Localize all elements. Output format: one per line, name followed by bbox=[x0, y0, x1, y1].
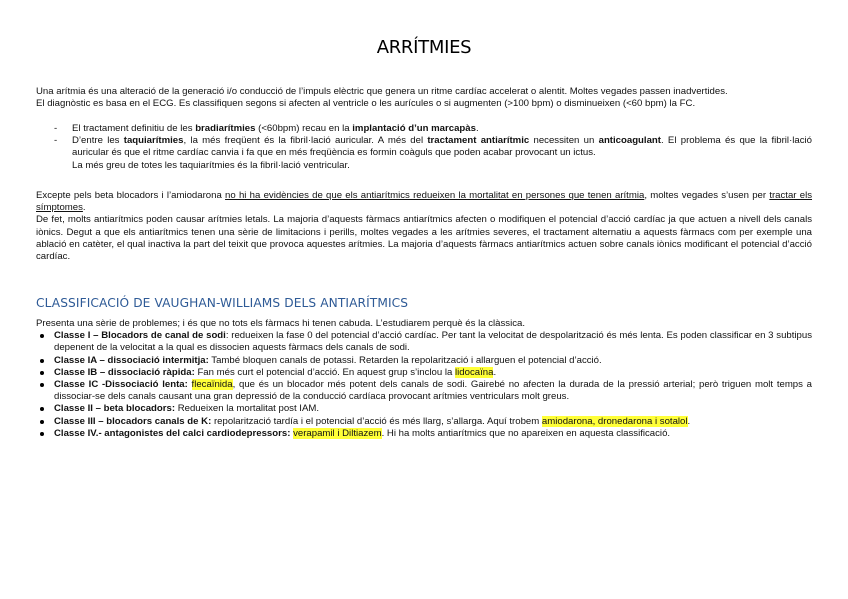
list-item-class-ii bbox=[36, 403, 812, 415]
bold-term: bradiarítmies bbox=[195, 123, 256, 134]
text-run: D’entre les bbox=[72, 135, 124, 147]
text-run: , que és un blocador més potent dels canals de sodi. Gairebé no afecten la durada de la pressió arterial; però triguen molt temps a dissociar-se dels canals causant una gran depressió de la conducció cardíaca provocant arítmies ventriculars molt greus. bbox=[54, 379, 812, 403]
text-run: repolarització tardía i el potencial d’acció és més llarg, s’allarga. Aquí trobem bbox=[211, 415, 542, 427]
class-label: Classe III – blocadors canals de K: bbox=[54, 415, 212, 427]
highlighted-drug: verapamil i Diltiazem bbox=[293, 427, 382, 439]
highlighted-drug: amiodarona, dronedarona i sotalol bbox=[541, 415, 688, 427]
text-run bbox=[188, 379, 192, 390]
highlighted-drug: flecaïnida bbox=[191, 379, 233, 391]
text-run: , la més freqüent és la fibril·lació auricular. A més del bbox=[183, 135, 428, 147]
text-run: El tractament definitiu de les bbox=[72, 123, 196, 134]
text-run: (<60bpm) recau en la bbox=[255, 123, 353, 134]
list-item-class-iv bbox=[36, 428, 812, 440]
intro-paragraph bbox=[36, 86, 812, 110]
class-label: Classe IB – dissociació ràpida: bbox=[54, 366, 195, 378]
class-label: Classe IV.- antagonistes del calci cardiodepressors: bbox=[54, 427, 291, 439]
text-run: . bbox=[82, 202, 86, 214]
list-item-class-ia bbox=[36, 355, 812, 367]
class-label: Classe II – beta blocadors: bbox=[54, 403, 176, 415]
text-run: Redueixen la mortalitat post IAM. bbox=[175, 403, 320, 415]
bold-term: taquiarítmies bbox=[123, 135, 184, 147]
text-run: . El problema és que la fibril·lació auricular és que el ritme cardíac canvia i fa que en més freqüència es formin coàguls que poden acabar provocant un ictus. bbox=[72, 135, 812, 159]
class-label: Classe IC -Dissociació lenta: bbox=[54, 379, 188, 391]
text-run: . bbox=[493, 366, 497, 378]
list-item-class-ib bbox=[36, 367, 812, 379]
highlighted-drug: lidocaïna bbox=[455, 366, 494, 378]
intro-line-1: Una arítmia és una alteració de la generació i/o conducció de l’impuls elèctric que genera un ritme cardíac accelerat o alentit. Moltes vegades passen inadvertides. bbox=[36, 86, 728, 97]
treatment-list bbox=[36, 123, 812, 172]
text-run: necessiten un bbox=[529, 135, 599, 147]
paragraph bbox=[36, 190, 812, 263]
text-run: La més greu de totes les taquiarítmies és la fibril·lació ventricular. bbox=[72, 159, 350, 171]
underlined-text: tractar els símptomes bbox=[36, 190, 813, 214]
text-run: : redueixen la fase 0 del potencial d’acció cardíac. Per tant la velocitat de despolarització és més lenta. Es poden classificar en 3 subtipus depenent de la velocitat a la qual es dissocien aquests fàrmacs dels canals de sodi. bbox=[54, 330, 813, 354]
list-item-class-ic bbox=[36, 379, 812, 403]
page-title: ARRÍTMIES bbox=[376, 37, 472, 58]
list-item-class-i bbox=[36, 330, 812, 354]
list-item-class-iii bbox=[36, 416, 812, 428]
text-run: . Hi ha molts antiarítmics que no apareixen en aquesta classificació. bbox=[381, 427, 671, 439]
class-label: Classe I – Blocadors de canal de sodi bbox=[54, 330, 226, 342]
text-run: Fan més curt el potencial d’acció. En aquest grup s’inclou la bbox=[194, 366, 456, 378]
underlined-text: no hi ha evidències de que els antiarítmics redueixen la mortalitat en persones que tenen arítmia bbox=[225, 190, 645, 201]
text-run: . bbox=[687, 415, 691, 427]
section-intro: Presenta una sèrie de problemes; i és que no tots els fàrmacs hi tenen cabuda. L’estudiarem perquè és la clàssica. bbox=[36, 318, 526, 329]
text-run: També bloquen canals de potassi. Retarden la repolarització i allarguen el potencial d’acció. bbox=[208, 354, 602, 366]
text-run: . bbox=[475, 123, 479, 134]
bold-term: implantació d’un marcapàs bbox=[352, 123, 476, 134]
antiarrhythmic-paragraph bbox=[36, 190, 812, 263]
text-run: , moltes vegades s’usen per bbox=[644, 190, 770, 201]
intro-line-2: El diagnòstic es basa en el ECG. Es classifiquen segons si afecten al ventricle o les aurícules o si augmenten (>100 bpm) o disminueixen (<60 bpm) la FC. bbox=[36, 98, 696, 110]
text-run: De fet, molts antiarítmics poden causar arítmies letals. La majoria d’aquests fàrmacs antiarítmics afecten o modifiquen el potencial d’acció cardíac ja que actuen a nivell dels canals iònics. Degut a que els antiarítmics tenen una sèrie de limitacions i perills, moltes vegades a les arítmies severes, el tractament alternatiu a aquests fàrmacs com per exemple una ablació en catèter, el qual inactiva la part del teixit que provoca aquestes arítmies. La majoria d’aquests fàrmacs antiarítmics actuen sobre canals iònics modificant el potencial d’acció cardíac. bbox=[36, 214, 812, 263]
text-run: Excepte pels beta blocadors i l’amiodarona bbox=[36, 190, 226, 201]
list-item-tachyarrhythmia bbox=[36, 135, 812, 172]
bold-term: anticoagulant bbox=[598, 135, 661, 147]
bold-term: tractament antiarítmic bbox=[427, 135, 530, 147]
list-item-bradiarrhythmia bbox=[36, 123, 812, 135]
class-label: Classe IA – dissociació intermitja: bbox=[54, 354, 209, 366]
section-heading: CLASSIFICACIÓ DE VAUGHAN-WILLIAMS DELS ANTIARÍTMICS bbox=[36, 296, 409, 310]
classification-section bbox=[36, 318, 812, 440]
